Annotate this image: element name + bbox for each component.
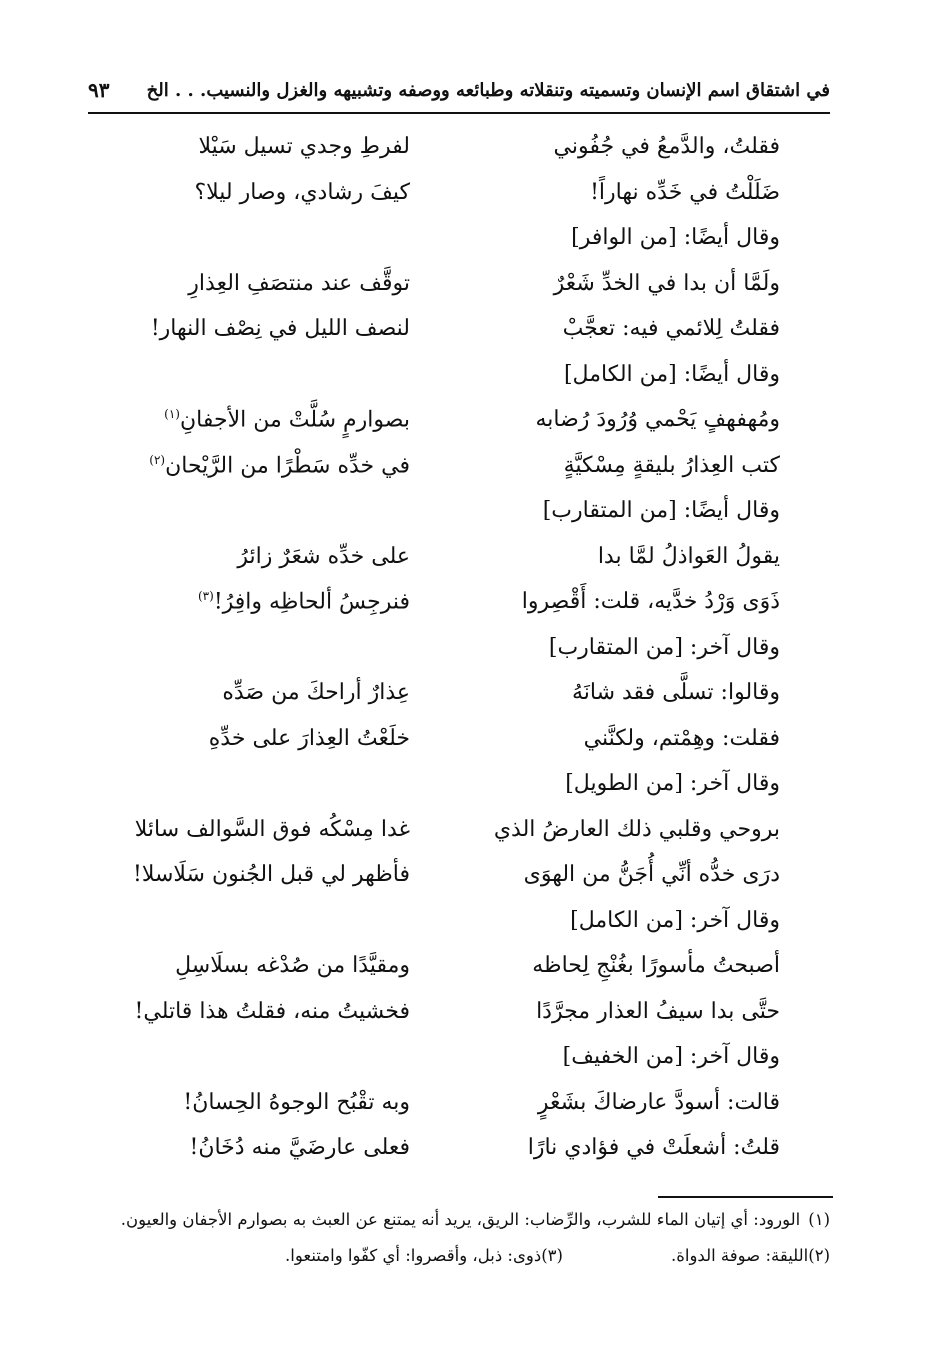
meter-intro xyxy=(100,1034,790,1080)
footnotes xyxy=(95,1206,830,1270)
second-hemistich-text: فنرجِسُ ألحاظِه وافِرُ! xyxy=(213,589,410,615)
footnote-2 xyxy=(671,1242,830,1270)
second-hemistich xyxy=(80,680,410,705)
first-hemistich: فقلت: وهِمْتم، ولكنَّني xyxy=(583,725,780,751)
second-hemistich-text: ومقيَّدًا من صُدْغه بسلَاسِلِ xyxy=(175,953,410,979)
second-hemistich xyxy=(80,271,410,296)
meter-intro-text: وقال آخر: [من المتقارب] xyxy=(548,634,780,660)
footnote-marker: (٣) xyxy=(197,589,214,604)
second-hemistich-text: كيفَ رشادي، وصار ليلا؟ xyxy=(194,179,410,205)
footnote-number: (١) xyxy=(808,1210,830,1229)
second-hemistich-text: فأظهر لي قبل الجُنون سَلَاسلا! xyxy=(133,862,410,888)
second-hemistich-text: لنصف الليل في نِصْف النهار! xyxy=(150,316,410,342)
meter-intro xyxy=(100,625,790,671)
verse-line xyxy=(100,989,790,1035)
verse-line xyxy=(100,443,790,489)
verse-line xyxy=(100,943,790,989)
footnote-text: ذوى: ذبل، وأقصروا: أي كفّوا وامتنعوا. xyxy=(285,1246,542,1265)
footnote-row xyxy=(95,1242,830,1270)
meter-intro xyxy=(100,761,790,807)
second-hemistich xyxy=(80,453,410,478)
verse-line xyxy=(100,1125,790,1171)
second-hemistich xyxy=(80,407,410,432)
second-hemistich xyxy=(80,316,410,341)
meter-intro xyxy=(100,352,790,398)
verse-line xyxy=(100,852,790,898)
second-hemistich-text: غدا مِسْكُه فوق السَّوالف سائلا xyxy=(134,816,410,842)
first-hemistich: قلتُ: أشعلَتْ في فؤادي نارًا xyxy=(527,1135,780,1161)
second-hemistich xyxy=(80,1090,410,1115)
header-title: في اشتقاق اسم الإنسان وتسميته وتنقلاته وطبائعه ووصفه وتشبيهه والغزل والنسيب. . . الخ xyxy=(146,79,830,101)
second-hemistich xyxy=(80,589,410,614)
second-hemistich-text: توقَّف عند منتصَفِ العِذارِ xyxy=(188,270,410,296)
verse-line xyxy=(100,306,790,352)
footnote-text: الورود: أي إتيان الماء للشرب، والرِّضاب: الريق، يريد أنه يمتنع عن العبث به بصوارم الأجفان والعيون. xyxy=(120,1210,801,1229)
verse-line xyxy=(100,534,790,580)
first-hemistich: ومُهفهفٍ يَحْمي وُرُودَ رُضابه xyxy=(535,407,780,433)
meter-intro-text: وقال أيضًا: [من الكامل] xyxy=(563,361,780,387)
first-hemistich: بروحي وقلبي ذلك العارضُ الذي xyxy=(493,816,780,842)
first-hemistich: وقالوا: تسلَّى فقد شانَهُ xyxy=(571,680,780,706)
second-hemistich xyxy=(80,726,410,751)
footnote-3 xyxy=(285,1242,563,1270)
poem-body xyxy=(100,124,790,1171)
verse-line xyxy=(100,670,790,716)
verse-line xyxy=(100,124,790,170)
second-hemistich xyxy=(80,180,410,205)
first-hemistich: ضَلَلْتُ في خَدِّه نهاراً! xyxy=(590,179,780,205)
second-hemistich-text: فعلى عارضَيَّ منه دُخَانُ! xyxy=(189,1135,410,1161)
verse-line xyxy=(100,579,790,625)
first-hemistich: أصبحتُ مأسورًا بغُنْجِ لِحاظه xyxy=(532,953,780,979)
footnote-rule xyxy=(658,1196,833,1198)
first-hemistich: فقلتُ لِلائمي فيه: تعجَّبْ xyxy=(562,316,780,342)
second-hemistich xyxy=(80,817,410,842)
meter-intro-text: وقال أيضًا: [من المتقارب] xyxy=(542,498,780,524)
meter-intro-text: وقال أيضًا: [من الوافر] xyxy=(571,225,780,251)
verse-line xyxy=(100,1080,790,1126)
verse-line xyxy=(100,807,790,853)
footnote-1 xyxy=(95,1206,830,1234)
first-hemistich: فقلتُ، والدَّمعُ في جُفُوني xyxy=(553,134,780,160)
page-number: ٩٣ xyxy=(88,78,110,102)
meter-intro xyxy=(100,488,790,534)
second-hemistich-text: بصوارمٍ سُلَّتْ من الأجفانِ xyxy=(179,407,410,433)
header-rule xyxy=(88,112,830,114)
footnote-marker: (٢) xyxy=(149,452,166,467)
second-hemistich xyxy=(80,134,410,159)
second-hemistich-text: فخشيتُ منه، فقلتُ هذا قاتلي! xyxy=(134,998,410,1024)
first-hemistich: يقولُ العَواذلُ لمَّا بدا xyxy=(597,543,780,569)
second-hemistich-text: في خدِّه سَطْرًا من الرَّيْحان xyxy=(165,452,410,478)
second-hemistich-text: لفرطِ وجدي تسيل سَيْلا xyxy=(198,134,410,160)
footnote-marker: (١) xyxy=(164,407,180,422)
second-hemistich xyxy=(80,862,410,887)
verse-line xyxy=(100,261,790,307)
second-hemistich-text: خلَعْتُ العِذارَ على خدِّهِ xyxy=(208,725,410,751)
first-hemistich: قالت: أسودَّ عارضاكَ بشَعْرٍ xyxy=(537,1089,780,1115)
first-hemistich: ذَوَى وَرْدُ خدَّيه، قلت: أَقْصِروا xyxy=(521,589,780,615)
verse-line xyxy=(100,397,790,443)
verse-line xyxy=(100,716,790,762)
first-hemistich: كتب العِذارُ بليقةٍ مِسْكيَّةٍ xyxy=(563,452,780,478)
first-hemistich: ولَمَّا أن بدا في الخدِّ شَعْرٌ xyxy=(553,270,780,296)
second-hemistich-text: على خدِّه شعَرٌ زائرُ xyxy=(237,543,410,569)
meter-intro xyxy=(100,898,790,944)
meter-intro-text: وقال آخر: [من الطويل] xyxy=(565,771,780,797)
running-header xyxy=(88,70,830,110)
meter-intro xyxy=(100,215,790,261)
second-hemistich xyxy=(80,953,410,978)
second-hemistich xyxy=(80,999,410,1024)
meter-intro-text: وقال آخر: [من الكامل] xyxy=(570,907,780,933)
second-hemistich-text: عِذارٌ أراحكَ من صَدِّه xyxy=(222,680,410,706)
second-hemistich xyxy=(80,544,410,569)
second-hemistich xyxy=(80,1135,410,1160)
footnote-number: (٣) xyxy=(541,1246,563,1265)
footnote-number: (٢) xyxy=(808,1246,830,1265)
first-hemistich: درَى خدُّه أنِّي أُجَنُّ من الهوَى xyxy=(523,862,780,888)
verse-line xyxy=(100,170,790,216)
second-hemistich-text: وبه تقْبُح الوجوهُ الحِسانُ! xyxy=(183,1089,410,1115)
footnote-text: الليقة: صوفة الدواة. xyxy=(670,1246,809,1265)
meter-intro-text: وقال آخر: [من الخفيف] xyxy=(562,1044,780,1070)
first-hemistich: حتَّى بدا سيفُ العذار مجرَّدًا xyxy=(536,998,780,1024)
